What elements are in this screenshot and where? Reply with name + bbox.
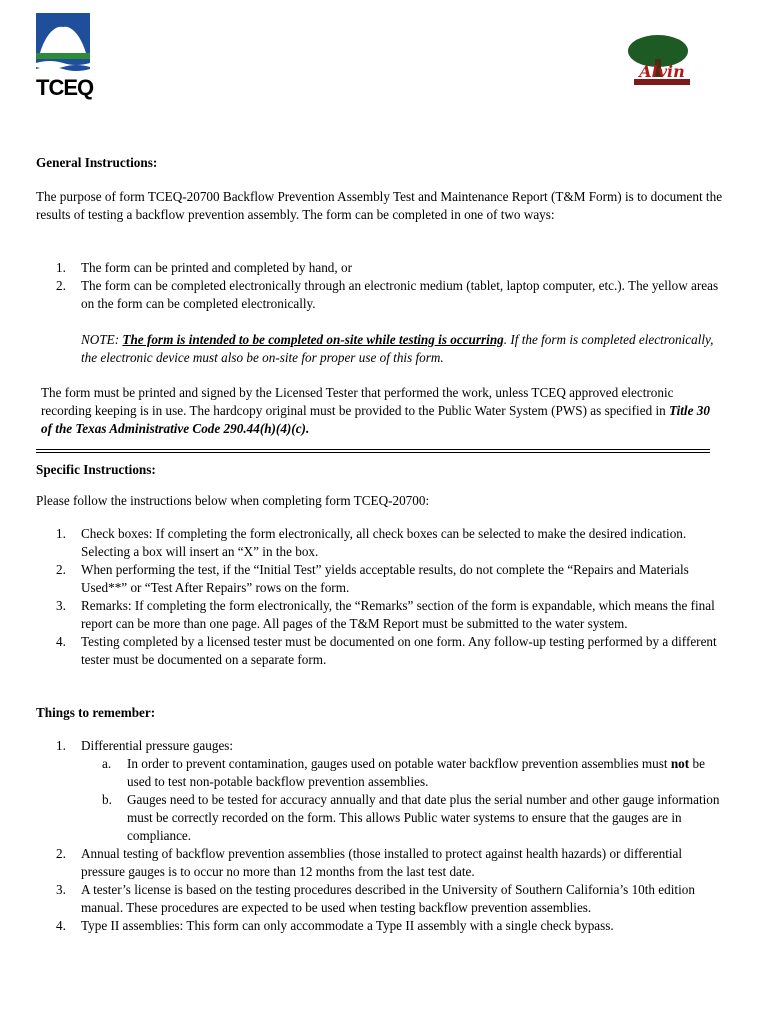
specific-intro: Please follow the instructions below when completing form TCEQ-20700: (36, 493, 430, 508)
para2-citation: Title 30 of the Texas Administrative Code 290.44(h)(4)(c). (41, 403, 710, 436)
item-number: 2. (56, 562, 66, 577)
list-item (36, 597, 726, 633)
general-intro-block (36, 188, 726, 224)
general-instructions (36, 154, 726, 172)
item-text: Testing completed by a licensed tester must be documented on one form. Any follow-up testing performed by a different tester must be documented on a separate form. (81, 634, 717, 667)
remember-section (36, 704, 726, 722)
list-item (36, 881, 726, 917)
note (36, 331, 726, 367)
item-text: Check boxes: If completing the form electronically, all check boxes can be selected to make the desired indication. Selecting a box will insert an “X” in the box. (81, 526, 687, 559)
item-letter: a. (102, 756, 112, 771)
item-text: When performing the test, if the “Initial Test” yields acceptable results, do not complete the “Repairs and Materials Used**” or “Test After Repairs” rows on the form. (81, 562, 689, 595)
specific-instructions (36, 461, 726, 479)
item-text: In order to prevent contamination, gauges used on potable water backflow prevention assemblies must (127, 756, 671, 771)
note-block (36, 331, 726, 367)
sub-list-item (36, 755, 726, 791)
sub-list-item (36, 791, 726, 845)
para2 (41, 384, 721, 438)
item-number: 1. (56, 738, 66, 753)
list-item (36, 561, 726, 597)
item-emphasis: not (670, 756, 690, 771)
item-text: Remarks: If completing the form electronically, the “Remarks” section of the form is expandable, which means the final report can be more than one page. All pages of the T&M Report must be submitted to the water system. (81, 598, 715, 631)
specific-intro-block (36, 492, 726, 510)
list-item (36, 633, 726, 669)
item-number: 3. (56, 882, 66, 897)
list-item (36, 917, 726, 935)
item-text: The form can be completed electronically through an electronic medium (tablet, laptop computer, etc.). The yellow areas on the form can be completed electronically. (81, 278, 719, 311)
list-item (36, 525, 726, 561)
logo-wordmark: TCEQ (36, 75, 94, 100)
list-item (36, 737, 726, 755)
item-number: 2. (56, 846, 66, 861)
note-rest: . If the form is completed electronically, the electronic device must also be on-site for proper use of this form. (81, 332, 714, 365)
para2-text: The form must be printed and signed by the Licensed Tester that performed the work, unless TCEQ approved electronic recording keeping is in use. The hardcopy original must be provided to the Public Water System (PWS) as specified in (41, 385, 674, 418)
general-list (36, 259, 726, 313)
general-intro: The purpose of form TCEQ-20700 Backflow Prevention Assembly Test and Maintenance Report (T&M Form) is to document the results of testing a backflow prevention assembly. The form can be completed in one of two ways: (36, 189, 723, 222)
item-text-end: be used to test non-potable backflow prevention assemblies. (127, 756, 705, 789)
item-number: 1. (56, 526, 66, 541)
specific-list (36, 525, 726, 669)
list-item (36, 259, 726, 277)
general-title: General Instructions: (36, 155, 158, 170)
remember-title: Things to remember: (36, 705, 156, 720)
item-number: 3. (56, 598, 66, 613)
item-text: Annual testing of backflow prevention assemblies (those installed to protect against health hazards) or differential pressure gauges is to occur no more than 12 months from the last test date. (81, 846, 683, 879)
item-number: 1. (56, 260, 66, 275)
item-text: A tester’s license is based on the testing procedures described in the University of Southern California’s 10th edition manual. These procedures are expected to be used when testing backflow prevention assemblies. (81, 882, 695, 915)
item-text: The form can be printed and completed by hand, or (81, 260, 352, 275)
alvin-logo (622, 33, 698, 95)
list-item (36, 845, 726, 881)
item-text: Type II assemblies: This form can only accommodate a Type II assembly with a single check bypass. (81, 918, 614, 933)
remember-list (36, 737, 726, 935)
item-letter: b. (102, 792, 112, 807)
specific-title: Specific Instructions: (36, 462, 156, 477)
list-item (36, 277, 726, 313)
item-number: 4. (56, 634, 66, 649)
divider (36, 449, 710, 450)
divider (36, 452, 710, 453)
para2-block (41, 384, 721, 438)
alvin-logo-text: Alvin (639, 62, 685, 81)
note-label: NOTE: (81, 332, 120, 347)
item-number: 4. (56, 918, 66, 933)
item-text: Differential pressure gauges: (81, 738, 234, 753)
item-number: 2. (56, 278, 66, 293)
note-underlined: The form is intended to be completed on-site while testing is occurring (122, 332, 504, 347)
item-text: Gauges need to be tested for accuracy annually and that date plus the serial number and other gauge information must be correctly recorded on the form. This allows Public water systems to ensure that the gauges are in compliance. (127, 792, 720, 843)
